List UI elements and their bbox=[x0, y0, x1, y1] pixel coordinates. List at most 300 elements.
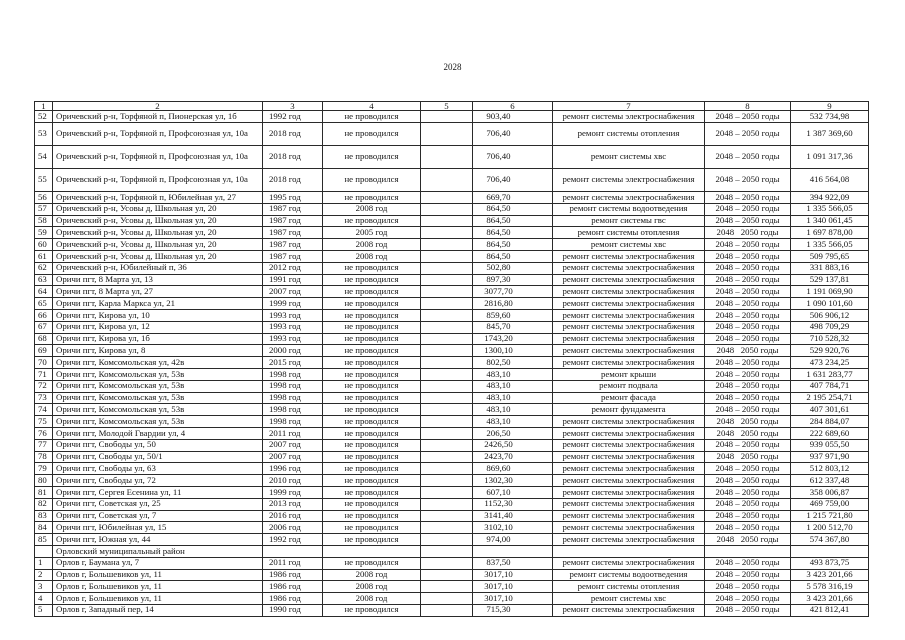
cell-work-type: ремонт системы электроснабжения bbox=[553, 192, 705, 204]
cell-construction-year: 1986 год bbox=[263, 569, 323, 581]
cell-column-5 bbox=[421, 416, 473, 428]
header-row bbox=[35, 102, 869, 111]
cell-column-5 bbox=[421, 439, 473, 451]
cell-address: Оричевский р-н, Усовы д, Школьная ул, 20 bbox=[53, 215, 263, 227]
cell-address: Оричевский р-н, Торфяной п, Профсоюзная ул, 10а bbox=[53, 169, 263, 192]
cell-work-type: ремонт системы электроснабжения bbox=[553, 333, 705, 345]
cell-construction-year: 2011 год bbox=[263, 557, 323, 569]
cell-period: 2048 2050 годы bbox=[705, 227, 791, 239]
cell-column-5 bbox=[421, 522, 473, 534]
cell-column-5 bbox=[421, 262, 473, 274]
table-row bbox=[35, 309, 869, 321]
table-row bbox=[35, 192, 869, 204]
cell-last-repair: не проводился bbox=[323, 380, 421, 392]
cell-area: 483,10 bbox=[473, 416, 553, 428]
cell-area: 802,50 bbox=[473, 357, 553, 369]
cell-period: 2048 – 2050 годы bbox=[705, 522, 791, 534]
cell-construction-year: 1993 год bbox=[263, 321, 323, 333]
cell-last-repair: не проводился bbox=[323, 146, 421, 169]
cell-construction-year: 1993 год bbox=[263, 333, 323, 345]
cell-address: Оричевский р-н, Юбилейный п, 36 bbox=[53, 262, 263, 274]
cell-work-type: ремонт системы электроснабжения bbox=[553, 604, 705, 616]
cell-address: Оричевский р-н, Усовы д, Школьная ул, 20 bbox=[53, 250, 263, 262]
cell-column-5 bbox=[421, 510, 473, 522]
cell-column-5 bbox=[421, 309, 473, 321]
cell-period: 2048 – 2050 годы bbox=[705, 439, 791, 451]
cell-column-5 bbox=[421, 321, 473, 333]
cell-last-repair: 2008 год bbox=[323, 203, 421, 215]
cell-construction-year: 1999 год bbox=[263, 298, 323, 310]
cell-work-type: ремонт системы электроснабжения bbox=[553, 250, 705, 262]
cell-period: 2048 – 2050 годы bbox=[705, 463, 791, 475]
cell-period: 2048 – 2050 годы bbox=[705, 203, 791, 215]
header-col-3: 3 bbox=[263, 102, 323, 111]
cell-period: 2048 – 2050 годы bbox=[705, 286, 791, 298]
cell-row-number: 55 bbox=[35, 169, 53, 192]
cell-cost: 1 387 369,60 bbox=[791, 123, 869, 146]
table-row bbox=[35, 111, 869, 123]
cell-period: 2048 – 2050 годы bbox=[705, 368, 791, 380]
cell-row-number bbox=[35, 545, 53, 557]
header-col-4: 4 bbox=[323, 102, 421, 111]
cell-construction-year: 1987 год bbox=[263, 250, 323, 262]
cell-address: Орлов г, Большевиков ул, 11 bbox=[53, 593, 263, 605]
cell-work-type: ремонт фундамента bbox=[553, 404, 705, 416]
cell-construction-year: 1986 год bbox=[263, 593, 323, 605]
cell-row-number: 63 bbox=[35, 274, 53, 286]
cell-address: Оричи пгт, Советская ул, 7 bbox=[53, 510, 263, 522]
cell-column-5 bbox=[421, 569, 473, 581]
cell-address: Оричи пгт, Кирова ул, 12 bbox=[53, 321, 263, 333]
cell-last-repair: не проводился bbox=[323, 416, 421, 428]
cell-construction-year: 2018 год bbox=[263, 146, 323, 169]
cell-address: Оричи пгт, Свободы ул, 63 bbox=[53, 463, 263, 475]
cell-last-repair: не проводился bbox=[323, 309, 421, 321]
cell-last-repair: не проводился bbox=[323, 169, 421, 192]
cell-work-type: ремонт системы электроснабжения bbox=[553, 357, 705, 369]
cell-last-repair bbox=[323, 545, 421, 557]
cell-period: 2048 – 2050 годы bbox=[705, 123, 791, 146]
cell-construction-year: 1995 год bbox=[263, 192, 323, 204]
cell-construction-year: 1987 год bbox=[263, 227, 323, 239]
cell-period: 2048 – 2050 годы bbox=[705, 581, 791, 593]
cell-address: Оричи пгт, Советская ул, 25 bbox=[53, 498, 263, 510]
cell-work-type: ремонт системы электроснабжения bbox=[553, 427, 705, 439]
table-row bbox=[35, 262, 869, 274]
cell-area: 607,10 bbox=[473, 486, 553, 498]
cell-address: Оричи пгт, Свободы ул, 50/1 bbox=[53, 451, 263, 463]
cell-work-type: ремонт системы электроснабжения bbox=[553, 321, 705, 333]
table-row bbox=[35, 274, 869, 286]
cell-address: Оричи пгт, Молодой Гвардии ул, 4 bbox=[53, 427, 263, 439]
cell-column-5 bbox=[421, 203, 473, 215]
cell-row-number: 84 bbox=[35, 522, 53, 534]
cell-last-repair: не проводился bbox=[323, 404, 421, 416]
cell-last-repair: 2008 год bbox=[323, 569, 421, 581]
cell-area: 1302,30 bbox=[473, 475, 553, 487]
cell-cost: 1 335 566,05 bbox=[791, 239, 869, 251]
cell-column-5 bbox=[421, 427, 473, 439]
cell-column-5 bbox=[421, 286, 473, 298]
cell-address: Оричевский р-н, Усовы д, Школьная ул, 20 bbox=[53, 239, 263, 251]
cell-construction-year: 1993 год bbox=[263, 309, 323, 321]
cell-row-number: 72 bbox=[35, 380, 53, 392]
cell-period: 2048 – 2050 годы bbox=[705, 486, 791, 498]
cell-period: 2048 – 2050 годы bbox=[705, 604, 791, 616]
cell-address: Оричевский р-н, Усовы д, Школьная ул, 20 bbox=[53, 227, 263, 239]
cell-cost: 509 795,65 bbox=[791, 250, 869, 262]
cell-column-5 bbox=[421, 380, 473, 392]
cell-construction-year bbox=[263, 545, 323, 557]
cell-cost: 473 234,25 bbox=[791, 357, 869, 369]
table-row bbox=[35, 380, 869, 392]
cell-work-type: ремонт системы электроснабжения bbox=[553, 510, 705, 522]
cell-period: 2048 – 2050 годы bbox=[705, 380, 791, 392]
cell-period: 2048 – 2050 годы bbox=[705, 111, 791, 123]
cell-cost: 710 528,32 bbox=[791, 333, 869, 345]
cell-area: 864,50 bbox=[473, 239, 553, 251]
cell-period: 2048 – 2050 годы bbox=[705, 250, 791, 262]
cell-column-5 bbox=[421, 239, 473, 251]
header-col-6: 6 bbox=[473, 102, 553, 111]
cell-work-type: ремонт системы электроснабжения bbox=[553, 451, 705, 463]
cell-period: 2048 – 2050 годы bbox=[705, 215, 791, 227]
cell-column-5 bbox=[421, 368, 473, 380]
cell-column-5 bbox=[421, 192, 473, 204]
cell-period: 2048 – 2050 годы bbox=[705, 298, 791, 310]
cell-construction-year: 1998 год bbox=[263, 416, 323, 428]
cell-cost: 574 367,80 bbox=[791, 534, 869, 546]
cell-last-repair: не проводился bbox=[323, 368, 421, 380]
cell-construction-year: 1998 год bbox=[263, 392, 323, 404]
cell-row-number: 66 bbox=[35, 309, 53, 321]
cell-last-repair: 2008 год bbox=[323, 593, 421, 605]
cell-cost: 506 906,12 bbox=[791, 309, 869, 321]
cell-last-repair: не проводился bbox=[323, 439, 421, 451]
cell-column-5 bbox=[421, 345, 473, 357]
cell-work-type: ремонт системы электроснабжения bbox=[553, 286, 705, 298]
cell-period: 2048 – 2050 годы bbox=[705, 475, 791, 487]
cell-address: Оричевский р-н, Торфяной п, Юбилейная ул, 27 bbox=[53, 192, 263, 204]
cell-work-type: ремонт системы электроснабжения bbox=[553, 463, 705, 475]
cell-row-number: 69 bbox=[35, 345, 53, 357]
cell-cost: 1 200 512,70 bbox=[791, 522, 869, 534]
cell-cost: 1 091 317,36 bbox=[791, 146, 869, 169]
cell-cost: 2 195 254,71 bbox=[791, 392, 869, 404]
cell-construction-year: 2010 год bbox=[263, 475, 323, 487]
table-row bbox=[35, 534, 869, 546]
cell-column-5 bbox=[421, 250, 473, 262]
cell-period: 2048 – 2050 годы bbox=[705, 146, 791, 169]
cell-row-number: 73 bbox=[35, 392, 53, 404]
cell-period: 2048 2050 годы bbox=[705, 451, 791, 463]
table-row bbox=[35, 475, 869, 487]
cell-construction-year: 2016 год bbox=[263, 510, 323, 522]
cell-period: 2048 – 2050 годы bbox=[705, 569, 791, 581]
cell-last-repair: не проводился bbox=[323, 345, 421, 357]
cell-row-number: 76 bbox=[35, 427, 53, 439]
cell-area: 903,40 bbox=[473, 111, 553, 123]
table-row bbox=[35, 345, 869, 357]
cell-row-number: 59 bbox=[35, 227, 53, 239]
cell-period: 2048 – 2050 годы bbox=[705, 557, 791, 569]
cell-area: 859,60 bbox=[473, 309, 553, 321]
cell-period: 2048 – 2050 годы bbox=[705, 169, 791, 192]
cell-row-number: 80 bbox=[35, 475, 53, 487]
cell-work-type: ремонт системы электроснабжения bbox=[553, 274, 705, 286]
cell-last-repair: не проводился bbox=[323, 427, 421, 439]
cell-cost: 394 922,09 bbox=[791, 192, 869, 204]
cell-work-type: ремонт системы хвс bbox=[553, 146, 705, 169]
cell-address: Оричевский р-н, Торфяной п, Профсоюзная ул, 10а bbox=[53, 123, 263, 146]
table-row bbox=[35, 569, 869, 581]
table-row bbox=[35, 203, 869, 215]
cell-work-type: ремонт системы хвс bbox=[553, 593, 705, 605]
cell-column-5 bbox=[421, 486, 473, 498]
header-col-8: 8 bbox=[705, 102, 791, 111]
cell-cost: 331 883,16 bbox=[791, 262, 869, 274]
cell-address: Оричи пгт, Карла Маркса ул, 21 bbox=[53, 298, 263, 310]
cell-address: Орлов г, Баумана ул, 7 bbox=[53, 557, 263, 569]
cell-work-type: ремонт системы гвс bbox=[553, 215, 705, 227]
table-row bbox=[35, 321, 869, 333]
cell-work-type: ремонт системы электроснабжения bbox=[553, 534, 705, 546]
cell-last-repair: 2008 год bbox=[323, 250, 421, 262]
cell-area: 1743,20 bbox=[473, 333, 553, 345]
cell-cost: 407 301,61 bbox=[791, 404, 869, 416]
cell-column-5 bbox=[421, 169, 473, 192]
cell-cost: 493 873,75 bbox=[791, 557, 869, 569]
cell-work-type: ремонт системы электроснабжения bbox=[553, 486, 705, 498]
cell-period: 2048 – 2050 годы bbox=[705, 262, 791, 274]
cell-construction-year: 2007 год bbox=[263, 439, 323, 451]
cell-last-repair: не проводился bbox=[323, 215, 421, 227]
cell-construction-year: 2013 год bbox=[263, 498, 323, 510]
header-col-2: 2 bbox=[53, 102, 263, 111]
cell-work-type: ремонт системы электроснабжения bbox=[553, 345, 705, 357]
repair-register-table bbox=[34, 101, 869, 617]
cell-last-repair: не проводился bbox=[323, 463, 421, 475]
cell-column-5 bbox=[421, 146, 473, 169]
cell-area: 869,60 bbox=[473, 463, 553, 475]
cell-area: 864,50 bbox=[473, 250, 553, 262]
cell-period: 2048 – 2050 годы bbox=[705, 498, 791, 510]
cell-area: 837,50 bbox=[473, 557, 553, 569]
cell-construction-year: 1987 год bbox=[263, 215, 323, 227]
cell-column-5 bbox=[421, 545, 473, 557]
cell-column-5 bbox=[421, 333, 473, 345]
table-row bbox=[35, 404, 869, 416]
table-row bbox=[35, 451, 869, 463]
table-row bbox=[35, 368, 869, 380]
table-row bbox=[35, 581, 869, 593]
cell-construction-year: 2015 год bbox=[263, 357, 323, 369]
cell-period: 2048 – 2050 годы bbox=[705, 593, 791, 605]
cell-address: Оричевский р-н, Усовы д, Школьная ул, 20 bbox=[53, 203, 263, 215]
cell-row-number: 52 bbox=[35, 111, 53, 123]
header-col-7: 7 bbox=[553, 102, 705, 111]
cell-cost: 469 759,00 bbox=[791, 498, 869, 510]
cell-row-number: 67 bbox=[35, 321, 53, 333]
cell-construction-year: 2018 год bbox=[263, 169, 323, 192]
cell-column-5 bbox=[421, 215, 473, 227]
cell-address: Орлов г, Западный пер, 14 bbox=[53, 604, 263, 616]
cell-construction-year: 1987 год bbox=[263, 239, 323, 251]
cell-work-type: ремонт системы электроснабжения bbox=[553, 475, 705, 487]
table-row bbox=[35, 416, 869, 428]
cell-last-repair: не проводился bbox=[323, 557, 421, 569]
table-row bbox=[35, 357, 869, 369]
cell-column-5 bbox=[421, 274, 473, 286]
cell-cost: 421 812,41 bbox=[791, 604, 869, 616]
table-row bbox=[35, 510, 869, 522]
cell-work-type: ремонт системы водоотведения bbox=[553, 203, 705, 215]
cell-row-number: 58 bbox=[35, 215, 53, 227]
cell-work-type: ремонт системы электроснабжения bbox=[553, 262, 705, 274]
table-row bbox=[35, 239, 869, 251]
cell-area: 897,30 bbox=[473, 274, 553, 286]
cell-row-number: 53 bbox=[35, 123, 53, 146]
cell-period: 2048 – 2050 годы bbox=[705, 321, 791, 333]
cell-cost: 1 335 566,05 bbox=[791, 203, 869, 215]
cell-construction-year: 1999 год bbox=[263, 486, 323, 498]
cell-cost: 222 689,60 bbox=[791, 427, 869, 439]
cell-column-5 bbox=[421, 357, 473, 369]
cell-last-repair: не проводился bbox=[323, 111, 421, 123]
cell-area: 845,70 bbox=[473, 321, 553, 333]
cell-construction-year: 1987 год bbox=[263, 203, 323, 215]
cell-row-number: 62 bbox=[35, 262, 53, 274]
cell-row-number: 1 bbox=[35, 557, 53, 569]
cell-column-5 bbox=[421, 451, 473, 463]
cell-last-repair: не проводился bbox=[323, 123, 421, 146]
cell-last-repair: не проводился bbox=[323, 262, 421, 274]
cell-address: Оричи пгт, Комсомольская ул, 53в bbox=[53, 404, 263, 416]
cell-construction-year: 2007 год bbox=[263, 451, 323, 463]
cell-last-repair: не проводился bbox=[323, 357, 421, 369]
table-row bbox=[35, 498, 869, 510]
cell-address: Оричи пгт, Свободы ул, 72 bbox=[53, 475, 263, 487]
cell-row-number: 78 bbox=[35, 451, 53, 463]
table-row bbox=[35, 439, 869, 451]
cell-cost: 3 423 201,66 bbox=[791, 569, 869, 581]
cell-row-number: 60 bbox=[35, 239, 53, 251]
cell-period: 2048 – 2050 годы bbox=[705, 404, 791, 416]
cell-row-number: 61 bbox=[35, 250, 53, 262]
cell-construction-year: 2011 год bbox=[263, 427, 323, 439]
cell-cost: 5 578 316,19 bbox=[791, 581, 869, 593]
cell-area: 483,10 bbox=[473, 368, 553, 380]
cell-work-type: ремонт системы хвс bbox=[553, 239, 705, 251]
cell-address: Оричи пгт, Южная ул, 44 bbox=[53, 534, 263, 546]
cell-column-5 bbox=[421, 475, 473, 487]
cell-row-number: 75 bbox=[35, 416, 53, 428]
cell-address: Оричевский р-н, Торфяной п, Пионерская ул, 1б bbox=[53, 111, 263, 123]
cell-row-number: 68 bbox=[35, 333, 53, 345]
table-row bbox=[35, 146, 869, 169]
cell-row-number: 74 bbox=[35, 404, 53, 416]
cell-area: 2816,80 bbox=[473, 298, 553, 310]
cell-column-5 bbox=[421, 123, 473, 146]
cell-period: 2048 – 2050 годы bbox=[705, 239, 791, 251]
cell-period: 2048 – 2050 годы bbox=[705, 392, 791, 404]
cell-cost: 529 137,81 bbox=[791, 274, 869, 286]
cell-row-number: 57 bbox=[35, 203, 53, 215]
cell-construction-year: 1996 год bbox=[263, 463, 323, 475]
cell-cost: 512 803,12 bbox=[791, 463, 869, 475]
cell-period: 2048 2050 годы bbox=[705, 534, 791, 546]
cell-last-repair: не проводился bbox=[323, 298, 421, 310]
cell-cost: 1 631 283,77 bbox=[791, 368, 869, 380]
cell-work-type: ремонт системы электроснабжения bbox=[553, 416, 705, 428]
table-row bbox=[35, 392, 869, 404]
cell-row-number: 85 bbox=[35, 534, 53, 546]
cell-row-number: 79 bbox=[35, 463, 53, 475]
cell-row-number: 56 bbox=[35, 192, 53, 204]
header-col-5: 5 bbox=[421, 102, 473, 111]
cell-cost: 937 971,90 bbox=[791, 451, 869, 463]
cell-last-repair: не проводился bbox=[323, 486, 421, 498]
cell-period bbox=[705, 545, 791, 557]
cell-last-repair: не проводился bbox=[323, 534, 421, 546]
cell-column-5 bbox=[421, 298, 473, 310]
cell-last-repair: не проводился bbox=[323, 333, 421, 345]
cell-area: 864,50 bbox=[473, 227, 553, 239]
cell-period: 2048 2050 годы bbox=[705, 416, 791, 428]
cell-area: 502,80 bbox=[473, 262, 553, 274]
cell-area: 1152,30 bbox=[473, 498, 553, 510]
cell-period: 2048 – 2050 годы bbox=[705, 192, 791, 204]
cell-column-5 bbox=[421, 557, 473, 569]
cell-column-5 bbox=[421, 111, 473, 123]
table-row bbox=[35, 298, 869, 310]
cell-work-type: ремонт системы электроснабжения bbox=[553, 557, 705, 569]
cell-period: 2048 – 2050 годы bbox=[705, 309, 791, 321]
cell-construction-year: 1990 год bbox=[263, 604, 323, 616]
cell-area: 864,50 bbox=[473, 215, 553, 227]
cell-row-number: 5 bbox=[35, 604, 53, 616]
cell-cost bbox=[791, 545, 869, 557]
cell-row-number: 70 bbox=[35, 357, 53, 369]
cell-address: Оричи пгт, Кирова ул, 1б bbox=[53, 333, 263, 345]
cell-cost: 939 055,50 bbox=[791, 439, 869, 451]
cell-row-number: 71 bbox=[35, 368, 53, 380]
cell-work-type: ремонт подвала bbox=[553, 380, 705, 392]
cell-last-repair: не проводился bbox=[323, 475, 421, 487]
cell-row-number: 65 bbox=[35, 298, 53, 310]
cell-area: 3017,10 bbox=[473, 569, 553, 581]
cell-address: Оричи пгт, Сергея Есенина ул, 11 bbox=[53, 486, 263, 498]
cell-row-number: 4 bbox=[35, 593, 53, 605]
cell-construction-year: 1992 год bbox=[263, 111, 323, 123]
cell-last-repair: не проводился bbox=[323, 604, 421, 616]
cell-column-5 bbox=[421, 498, 473, 510]
cell-construction-year: 1992 год bbox=[263, 534, 323, 546]
cell-row-number: 3 bbox=[35, 581, 53, 593]
cell-cost: 358 006,87 bbox=[791, 486, 869, 498]
cell-address: Оричи пгт, Комсомольская ул, 42в bbox=[53, 357, 263, 369]
table-row bbox=[35, 427, 869, 439]
cell-area: 3017,10 bbox=[473, 581, 553, 593]
table-row bbox=[35, 123, 869, 146]
cell-area: 1300,10 bbox=[473, 345, 553, 357]
cell-address: Оричи пгт, Комсомольская ул, 53в bbox=[53, 368, 263, 380]
cell-address: Оричи пгт, Юбилейная ул, 15 bbox=[53, 522, 263, 534]
cell-construction-year: 2007 год bbox=[263, 286, 323, 298]
cell-area: 669,70 bbox=[473, 192, 553, 204]
cell-area: 715,30 bbox=[473, 604, 553, 616]
cell-area: 206,50 bbox=[473, 427, 553, 439]
